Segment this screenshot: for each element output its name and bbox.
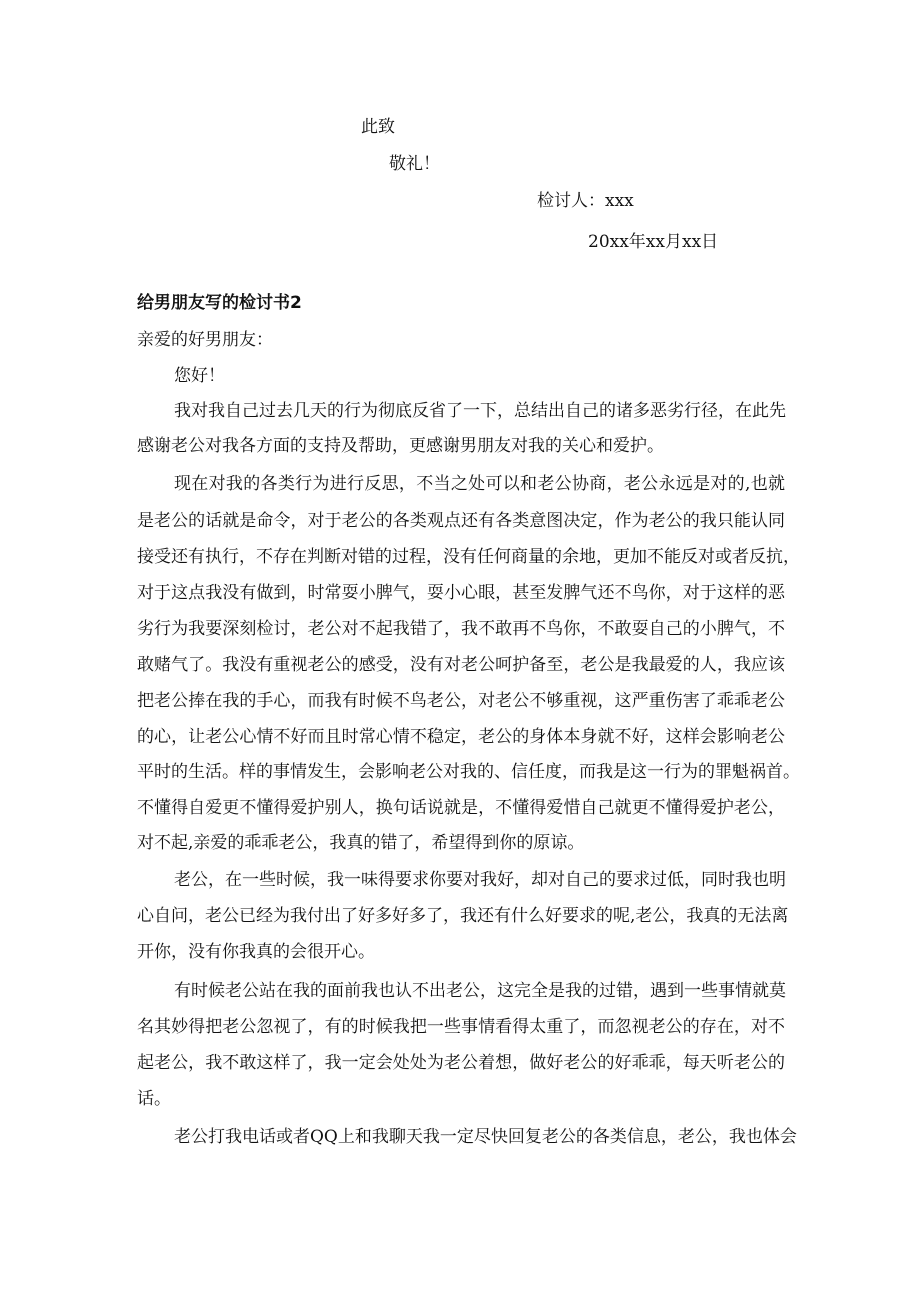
paragraph-2-line-8: 的心，让老公心情不好而且时常心情不稳定，老公的身体本身就不好，这样会影响老公	[137, 727, 785, 747]
paragraph-2-line-1: 现在对我的各类行为进行反思，不当之处可以和老公协商，老公永远是对的,也就	[174, 474, 785, 494]
closing-salutation: 此致	[361, 117, 395, 137]
closing-date: 20xx年xx月xx日	[588, 232, 719, 252]
greeting: 亲爱的好男朋友：	[137, 330, 273, 350]
closing-signer: 检讨人：xxx	[537, 191, 634, 211]
paragraph-2-line-3: 接受还有执行，不存在判断对错的过程，没有任何商量的余地，更加不能反对或者反抗，	[137, 547, 800, 567]
paragraph-2-line-7: 把老公捧在我的手心，而我有时候不鸟老公，对老公不够重视，这严重伤害了乖乖老公	[137, 691, 785, 711]
paragraph-3-line-1: 老公，在一些时候，我一味得要求你要对我好，却对自己的要求过低，同时我也明	[174, 870, 786, 890]
paragraph-3-line-2: 心自问，老公已经为我付出了好多好多了，我还有什么好要求的呢,老公，我真的无法离	[137, 906, 789, 926]
closing-respect: 敬礼！	[389, 154, 440, 174]
paragraph-2-line-2: 是老公的话就是命令，对于老公的各类观点还有各类意图决定，作为老公的我只能认同	[137, 511, 785, 531]
paragraph-4-line-3: 起老公，我不敢这样了，我一定会处处为老公着想，做好老公的好乖乖，每天听老公的	[137, 1053, 785, 1073]
paragraph-2-line-10: 不懂得自爱更不懂得爱护别人，换句话说就是，不懂得爱惜自己就更不懂得爱护老公，	[137, 798, 785, 818]
paragraph-2-line-5: 劣行为我要深刻检讨，老公对不起我错了，我不敢再不鸟你，不敢耍自己的小脾气，不	[137, 619, 785, 639]
paragraph-4-line-2: 名其妙得把老公忽视了，有的时候我把一些事情看得太重了，而忽视老公的存在，对不	[137, 1017, 785, 1037]
paragraph-2-line-11: 对不起,亲爱的乖乖老公，我真的错了，希望得到你的原谅。	[137, 833, 585, 853]
paragraph-4-line-4: 话。	[137, 1089, 171, 1109]
paragraph-5-line-1: 老公打我电话或者QQ上和我聊天我一定尽快回复老公的各类信息，老公，我也体会	[174, 1127, 797, 1147]
paragraph-2-line-6: 敢赌气了。我没有重视老公的感受，没有对老公呵护备至，老公是我最爱的人，我应该	[137, 655, 785, 675]
paragraph-3-line-3: 开你，没有你我真的会很开心。	[137, 942, 375, 962]
hello-line: 您好！	[174, 366, 225, 386]
section-title: 给男朋友写的检讨书2	[137, 293, 302, 313]
paragraph-2-line-4: 对于这点我没有做到，时常耍小脾气，耍小心眼，甚至发脾气还不鸟你，对于这样的恶	[137, 583, 785, 603]
paragraph-1-line-2: 感谢老公对我各方面的支持及帮助，更感谢男朋友对我的关心和爱护。	[137, 436, 664, 456]
paragraph-2-line-9: 平时的生活。样的事情发生，会影响老公对我的、信任度，而我是这一行为的罪魁祸首。	[137, 762, 800, 782]
paragraph-4-line-1: 有时候老公站在我的面前我也认不出老公，这完全是我的过错，遇到一些事情就莫	[174, 981, 786, 1001]
paragraph-1-line-1: 我对我自己过去几天的行为彻底反省了一下，总结出自己的诸多恶劣行径，在此先	[174, 401, 786, 421]
